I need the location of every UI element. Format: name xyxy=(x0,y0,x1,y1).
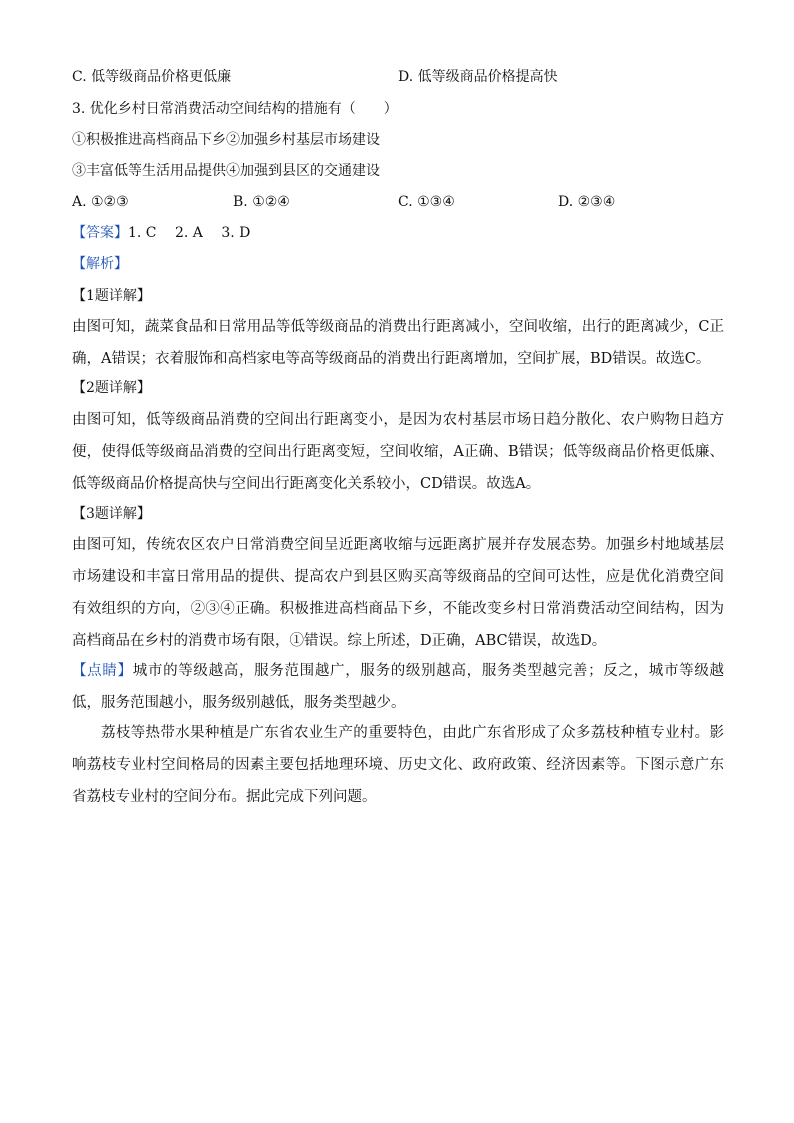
option-d-prev: D. 低等级商品价格提高快 xyxy=(398,69,558,85)
option-b: B. ①②④ xyxy=(233,194,290,210)
detail-2-body: 由图可知，低等级商品消费的空间出行距离变小，是因为农村基层市场日趋分散化、农户购物日趋方便，使得低等级商品消费的空间出行距离变短，空间收缩，A正确、B错误；低等级商品价格更低廉、低等级商品价格提高快与空间出行距离变化关系较小，CD错误。故选A。 xyxy=(72,412,724,492)
answer-line xyxy=(72,223,250,243)
point-tag: 【点睛】 xyxy=(72,663,133,679)
option-c: C. ①③④ xyxy=(398,194,455,210)
detail-1-title: 【1题详解】 xyxy=(72,288,151,304)
next-question-intro: 荔枝等热带水果种植是广东省农业生产的重要特色，由此广东省形成了众多荔枝种植专业村。影响荔枝专业村空间格局的因素主要包括地理环境、历史文化、政府政策、经济因素等。下图示意广东省荔枝专业村的空间分布。据此完成下列问题。 xyxy=(72,725,724,805)
option-c-prev: C. 低等级商品价格更低廉 xyxy=(72,69,232,85)
detail-2-title: 【2题详解】 xyxy=(72,380,151,396)
detail-3-title: 【3题详解】 xyxy=(72,506,151,522)
question-3-stem: 3. 优化乡村日常消费活动空间结构的措施有（ ） xyxy=(72,101,398,117)
detail-1-body: 由图可知，蔬菜食品和日常用品等低等级商品的消费出行距离减小，空间收缩，出行的距离减少，C正确，A错误；衣着服饰和高档家电等高等级商品的消费出行距离增加，空间扩展，BD错误。故选C。 xyxy=(72,319,724,367)
question-3-item-line-1: ①积极推进高档商品下乡②加强乡村基层市场建设 xyxy=(72,132,380,148)
point-body: 城市的等级越高，服务范围越广，服务的级别越高，服务类型越完善；反之，城市等级越低，服务范围越小，服务级别越低，服务类型越少。 xyxy=(72,663,725,711)
detail-3-body: 由图可知，传统农区农户日常消费空间呈近距离收缩与远距离扩展并存发展态势。加强乡村地域基层市场建设和丰富日常用品的提供、提高农户到县区购买高等级商品的空间可达性，应是优化消费空间有效组织的方向，②③④正确。积极推进高档商品下乡，不能改变乡村日常消费活动空间结构，因为高档商品在乡村的消费市场有限，①错误。综上所述，D正确，ABC错误，故选D。 xyxy=(72,537,724,649)
analysis-tag: 【解析】 xyxy=(72,256,128,272)
answer-tag: 【答案】 xyxy=(72,225,128,241)
answer-text: 1. C 2. A 3. D xyxy=(128,225,251,241)
point-paragraph xyxy=(72,655,724,719)
question-3-item-line-2: ③丰富低等生活用品提供④加强到县区的交通建设 xyxy=(72,163,380,179)
option-d: D. ②③④ xyxy=(558,194,616,210)
option-a: A. ①②③ xyxy=(72,194,129,210)
